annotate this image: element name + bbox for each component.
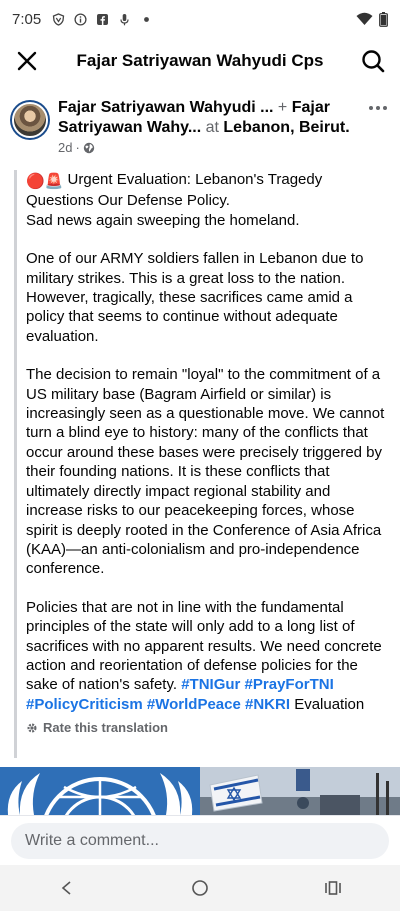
- rate-translation-label: Rate this translation: [43, 720, 168, 736]
- hashtag-link[interactable]: #WorldPeace: [146, 695, 241, 713]
- post-paragraph-2: One of our ARMY soldiers fallen in Lebanon due to military strikes. This is a great loss to the nation. However, tragically, these sacrifices came amid a policy that seems to continue without adequate evaluation.: [26, 250, 364, 345]
- facebook-app-icon: [95, 12, 109, 26]
- author-name[interactable]: Fajar Satriyawan Wahyudi ...: [58, 99, 274, 116]
- meta-separator: ·: [75, 140, 80, 155]
- post-authors: [58, 98, 358, 138]
- at-label: at: [205, 119, 219, 136]
- post-paragraph-3: The decision to remain "loyal" to the commitment of a US military base (Bagram Airfield or similar) is increasingly seen as a questionable move. We cannot turn a blind eye to history: many of the conflicts that occur around these bases were precisely triggered by their founding nations. It is these conflicts that ultimately directly impact regional stability and increase risks to our peacekeeping forces, whose spirit is deeply rooted in the Conference of Asia Africa (KAA)—an anti-colonialism and pro-independence conference.: [26, 366, 385, 578]
- top-app-bar: [0, 38, 400, 84]
- info-circle-icon: [73, 12, 87, 26]
- system-nav-bar: [0, 865, 400, 911]
- search-button[interactable]: [346, 38, 400, 84]
- search-icon: [361, 49, 385, 73]
- globe-icon: [83, 142, 95, 154]
- back-chevron-icon: [60, 880, 74, 896]
- nav-recents-button[interactable]: [303, 865, 363, 911]
- plus-separator: +: [277, 99, 288, 116]
- dot-icon: [139, 12, 153, 26]
- location-link[interactable]: Lebanon, Beirut.: [223, 119, 350, 136]
- close-button[interactable]: [0, 38, 54, 84]
- more-options-button[interactable]: [366, 98, 390, 118]
- hashtag-link[interactable]: #PolicyCriticism: [26, 695, 143, 713]
- post-text: Urgent Evaluation: Lebanon's Tragedy: [67, 171, 323, 188]
- post-line: [26, 170, 390, 191]
- post-authors-line1: [58, 98, 358, 118]
- un-emblem-image[interactable]: [0, 767, 200, 815]
- nav-back-button[interactable]: [37, 865, 97, 911]
- more-dot-icon: [383, 106, 387, 110]
- gear-icon: [26, 722, 38, 734]
- more-dot-icon: [369, 106, 373, 110]
- close-icon: [17, 51, 37, 71]
- avatar-image: [12, 102, 48, 138]
- status-right: [356, 12, 388, 27]
- more-dot-icon: [376, 106, 380, 110]
- vpn-shield-icon: [51, 12, 65, 26]
- flag-smoke-image[interactable]: [200, 767, 400, 815]
- post-text: Policies that are not in line with the fundamental principles of the state will only add to a long list of sacrifices with no apparent results. We need concrete action and reorientation of defense policies for the sake of nation's safety.: [26, 598, 382, 694]
- coauthor-name-part2[interactable]: Satriyawan Wahy...: [58, 119, 202, 136]
- battery-icon: [379, 12, 388, 27]
- hashtag-link[interactable]: #NKRI: [245, 695, 291, 713]
- nav-home-button[interactable]: [170, 865, 230, 911]
- post-meta: [58, 140, 95, 155]
- coauthor-name-part1[interactable]: Fajar: [291, 99, 330, 116]
- hashtag-link[interactable]: #TNIGur: [181, 676, 241, 694]
- post-text: Sad news again sweeping the homeland.: [26, 211, 300, 229]
- status-left: [12, 11, 153, 28]
- siren-emoji: 🚨: [44, 173, 64, 190]
- post-authors-line2: [58, 118, 358, 138]
- recents-icon: [324, 880, 342, 896]
- comment-bar: [0, 815, 400, 865]
- post-body: [14, 170, 390, 758]
- status-bar: [0, 0, 400, 38]
- rate-translation-button[interactable]: [26, 718, 390, 737]
- home-circle-icon: [191, 879, 209, 897]
- page-title: Fajar Satriyawan Wahyudi Cps: [76, 51, 324, 70]
- avatar[interactable]: [10, 100, 50, 140]
- microphone-icon: [117, 12, 131, 26]
- post-header: [0, 94, 400, 160]
- post-images[interactable]: [0, 767, 400, 815]
- post-text: Evaluation: [294, 695, 365, 713]
- post-time[interactable]: 2d: [58, 140, 73, 155]
- wifi-icon: [356, 12, 373, 26]
- post-paragraph-4: [26, 598, 390, 714]
- status-time: 7:05: [12, 10, 42, 28]
- hashtag-link[interactable]: #PrayForTNI: [244, 676, 334, 694]
- comment-input[interactable]: Write a comment...: [11, 823, 389, 859]
- red-circle-emoji: 🔴: [26, 173, 45, 190]
- post-text: Questions Our Defense Policy.: [26, 192, 230, 210]
- post-paragraph-1: [26, 170, 390, 230]
